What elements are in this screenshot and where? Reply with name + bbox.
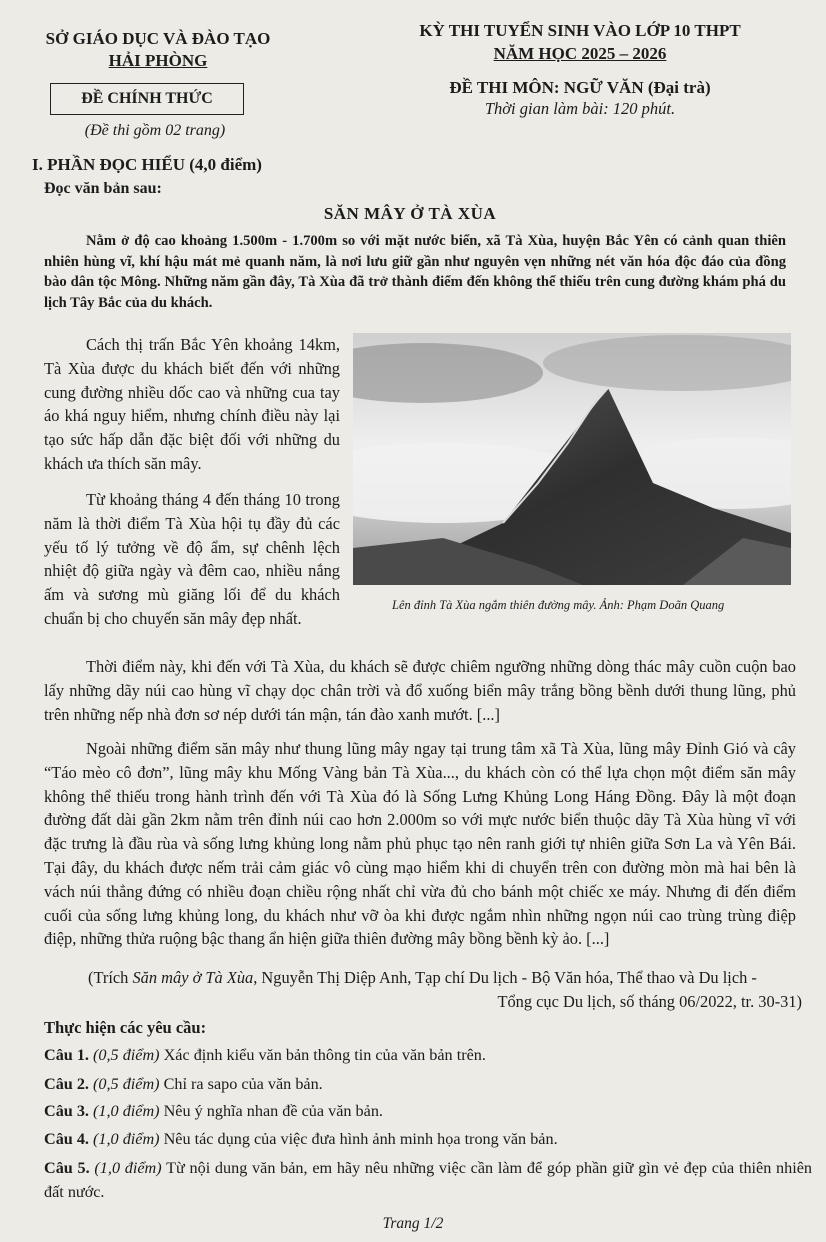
question-text: Chỉ ra sapo của văn bản.: [163, 1075, 323, 1093]
question-label: Câu 4.: [44, 1130, 89, 1148]
question-label: Câu 3.: [44, 1102, 89, 1120]
exam-duration: Thời gian làm bài: 120 phút.: [484, 99, 676, 118]
department-name: [18, 28, 298, 72]
photo-caption: Lên đỉnh Tà Xùa ngắm thiên đường mây. Ảnh: Phạm Doãn Quang: [392, 598, 725, 612]
question-points: (1,0 điểm): [93, 1130, 160, 1148]
reading-instruction: Đọc văn bản sau:: [44, 180, 162, 197]
mountain-photo: [353, 333, 791, 585]
question-2: [44, 1073, 796, 1095]
question-5: [44, 1156, 812, 1204]
question-label: Câu 1.: [44, 1046, 89, 1064]
question-3: [44, 1100, 796, 1122]
source-line-1: (Trích Săn mây ở Tà Xùa, Nguyễn Thị Diệp Anh, Tạp chí Du lịch - Bộ Văn hóa, Thể thao và Du lịch -: [88, 968, 757, 987]
question-points: (0,5 điểm): [93, 1075, 160, 1093]
question-text: Nêu tác dụng của việc đưa hình ảnh minh họa trong văn bản.: [163, 1130, 558, 1148]
department-line2: HẢI PHÒNG: [108, 51, 208, 70]
section-title: I. PHẦN ĐỌC HIỂU (4,0 điểm): [32, 155, 262, 174]
school-year: NĂM HỌC 2025 – 2026: [493, 44, 667, 63]
official-exam-box: [50, 83, 244, 115]
article-paragraph-1: Cách thị trấn Bắc Yên khoảng 14km, Tà Xùa được du khách biết đến với những cung đường nhiều dốc cao và những cua tay áo khá nguy hiểm, nhưng chính điều này lại tạo sức hấp dẫn đặc biệt đối với những du khách ưa thích săn mây.: [44, 335, 340, 473]
question-points: (1,0 điểm): [93, 1102, 160, 1120]
page-number: Trang 1/2: [382, 1215, 444, 1232]
question-text: Nêu ý nghĩa nhan đề của văn bản.: [163, 1102, 383, 1120]
question-points: (0,5 điểm): [93, 1046, 160, 1064]
source-article-title: Săn mây ở Tà Xùa: [132, 968, 254, 987]
tasks-heading: Thực hiện các yêu cầu:: [44, 1018, 207, 1037]
article-paragraph-3: Thời điểm này, khi đến với Tà Xùa, du khách sẽ được chiêm ngưỡng những dòng thác mây cuồn cuộn bao lấy những dãy núi cao hùng vĩ chạy dọc chân trời và đổ xuống biển mây trắng bồng bềnh dưới thung lũng, phủ trên những nếp nhà đơn sơ nép dưới tán mận, tán đào xanh mướt. [...]: [44, 657, 796, 724]
question-label: Câu 2.: [44, 1075, 89, 1093]
question-points: (1,0 điểm): [94, 1159, 162, 1177]
source-line-2: Tổng cục Du lịch, số tháng 06/2022, tr. 30-31): [497, 991, 802, 1011]
question-label: Câu 5.: [44, 1159, 90, 1177]
department-line1: SỞ GIÁO DỤC VÀ ĐÀO TẠO: [45, 29, 271, 48]
mountain-illustration: [353, 333, 791, 585]
article-sapo: Nằm ở độ cao khoảng 1.500m - 1.700m so với mặt nước biển, xã Tà Xùa, huyện Bắc Yên có cảnh quan thiên nhiên hùng vĩ, khí hậu mát mẻ quanh năm, là nơi lưu giữ gần như nguyên vẹn những nét văn hóa độc đáo của đồng bào dân tộc Mông. Những năm gần đây, Tà Xùa đã trở thành điểm đến không thể thiếu trên cung đường khám phá du lịch Tây Bắc của du khách.: [44, 233, 786, 311]
article-source: [44, 966, 802, 1013]
exam-subject: ĐỀ THI MÔN: NGỮ VĂN (Đại trà): [449, 78, 711, 97]
question-text: Xác định kiểu văn bản thông tin của văn bản trên.: [163, 1046, 486, 1064]
pages-note: (Đề thi gồm 02 trang): [84, 122, 226, 139]
article-title: SĂN MÂY Ở TÀ XÙA: [323, 204, 497, 223]
exam-title: KỲ THI TUYỂN SINH VÀO LỚP 10 THPT: [419, 21, 741, 40]
question-1: [44, 1044, 796, 1066]
official-exam-label: ĐỀ CHÍNH THỨC: [81, 90, 213, 107]
question-4: [44, 1128, 796, 1150]
question-text: Từ nội dung văn bản, em hãy nêu những việc cần làm để góp phần giữ gìn vẻ đẹp của thiên nhiên đất nước.: [44, 1159, 813, 1201]
article-paragraph-4: Ngoài những điểm săn mây như thung lũng mây ngay tại trung tâm xã Tà Xùa, lũng mây Đỉnh Gió và cây “Táo mèo cô đơn”, lũng mây khu Mống Vàng bản Tà Xùa..., du khách còn có thể lựa chọn một điểm săn mây không thể thiếu trong hành trình đến với Tà Xùa đó là Sống Lưng Khủng Long Háng Đồng. Đây là một đoạn đường đất dài gần 2km nằm trên đỉnh núi cao hơn 2.000m so với mực nước biển thuộc dãy Tà Xùa hùng vĩ với đặc trưng là đầu rùa và sống lưng khủng long nằm phủ phục tạo nên ranh giới tự nhiên giữa Sơn La và Yên Bái. Tại đây, du khách được nếm trải cảm giác vô cùng mạo hiểm khi di chuyển trên con đường mòn mà hai bên là vách núi thẳng đứng có nhiều đoạn chiều rộng nhất chỉ vừa đủ cho bánh một chiếc xe máy. Nhưng đi đến điểm cuối của sống lưng khủng long, du khách như vỡ òa khi được ngắm nhìn những ngọn núi cao trùng trùng điệp điệp, những thửa ruộng bậc thang ẩn hiện giữa thiên đường mây bồng bềnh kỳ ảo. [...]: [44, 739, 796, 949]
article-paragraph-2: Từ khoảng tháng 4 đến tháng 10 trong năm là thời điểm Tà Xùa hội tụ đầy đủ các yếu tố lý tưởng về độ ẩm, sự chênh lệch nhiệt độ giữa ngày và đêm cao, nhiều nắng ấm và sương mù giăng lối để du khách chuẩn bị cho chuyến săn mây đẹp nhất.: [44, 490, 340, 628]
